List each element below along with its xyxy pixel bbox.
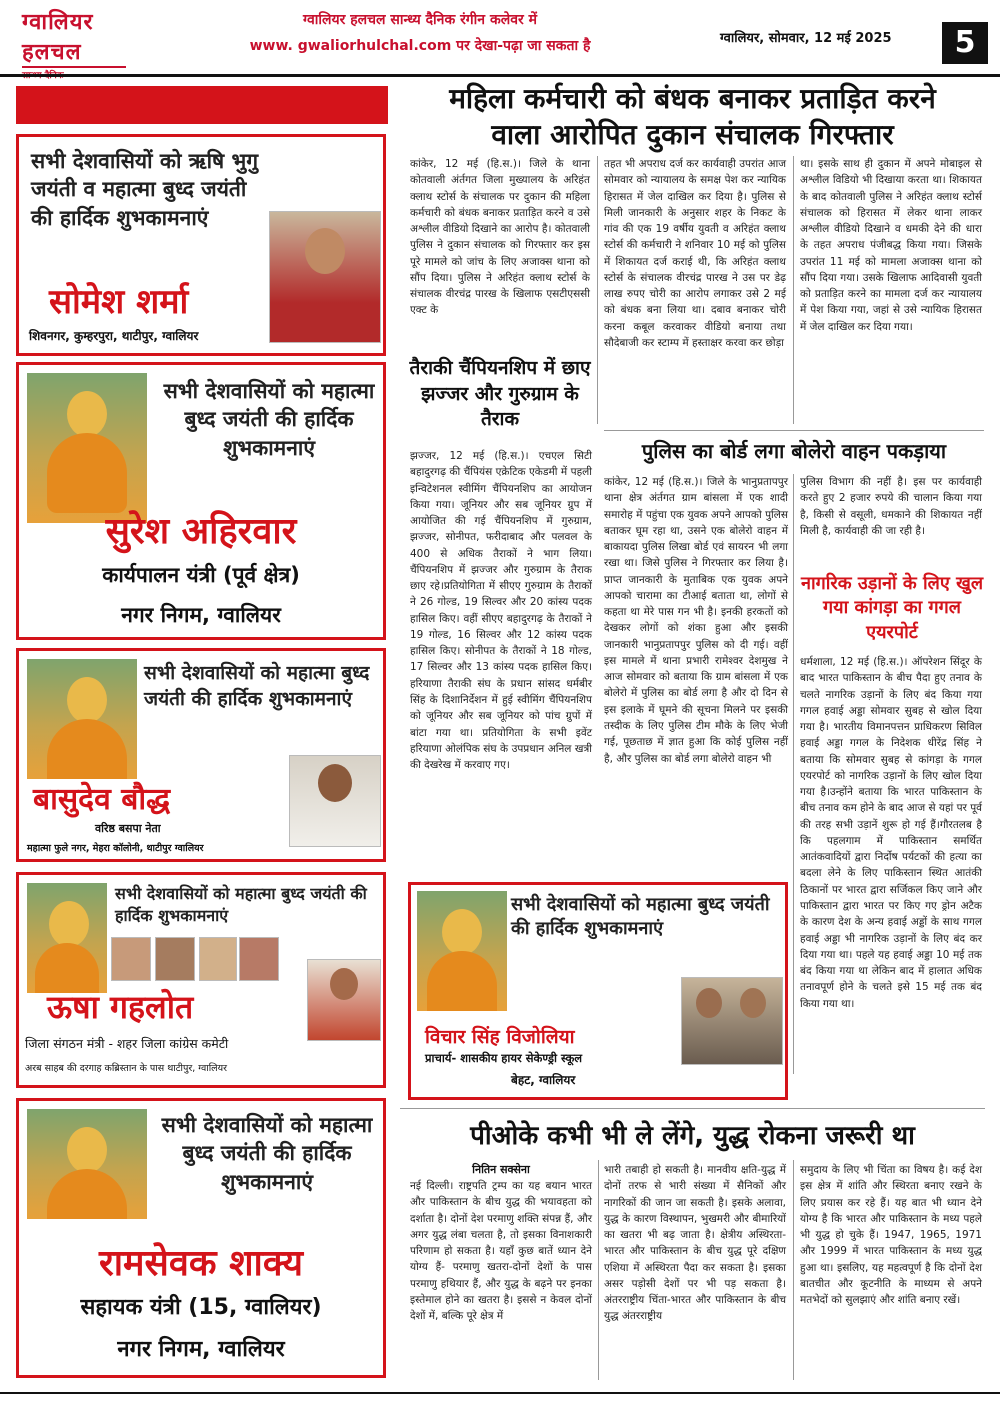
ad-designation: कार्यपालन यंत्री (पूर्व क्षेत्र) [102, 563, 300, 587]
article2-headline: तैराकी चैंपियनशिप में छाए झज्जर और गुरुग्राम के तैराक [409, 357, 591, 431]
ad-address: महात्मा फुले नगर, मेहरा कॉलोनी, थाटीपुर ग्वालियर [27, 843, 204, 854]
ad-title: सभी देशवासियों को ऋषि भुगु जयंती व महात्मा बुध्द जयंती की हार्दिक शुभकामनाएं [31, 149, 259, 230]
article1-col2: तहत भी अपराध दर्ज कर कार्यवाही उपरांत आज सोमवार को न्यायालय के समक्ष पेश कर न्यायिक हिरासत में जेल दाखिल कर दिया है। पुलिस से मिली जानकारी के अनुसार शहर के निकट के गांव की एक 19 वर्षीय युवती व अरिहंत क्लाथ स्टोर्स की कर्मचारी ने शनिवार 10 मई को पुलिस में शिकायत दर्ज कराई थी, कि अरिहंत क्लाथ स्टोर्स के संचालक वीरचंद्र पारख ने उस पर डेढ़ लाख रुपए चोरी का आरोप लगाकर उसे 2 मई को बंधक बना लिया था। दबाव बनाकर चोरी करना कबूल करवाकर वीडियो बनाया तथा सौदेबाजी कर स्टाम्प में हस्ताक्षर करवा कर छोड़ा [604, 158, 786, 349]
ad-basudev-baudh [16, 648, 386, 862]
article4-body: धर्मशाला, 12 मई (हि.स.)। ऑपरेशन सिंदूर के बाद भारत पाकिस्तान के बीच पैदा हुए तनाव के चलते नागरिक उड़ानों के लिए बंद किया गया गगल हवाई अड्डा सोमवार सुबह से खोल दिया गया है। भारतीय विमानपत्तन प्राधिकरण सिविल हवाई अड्डा गगल के निदेशक धीरेंद्र सिंह ने बताया कि सोमवार सुबह से कांगड़ा के गगल एयरपोर्ट को नागरिक उड़ानों के लिए खोल दिया गया है।उन्होंने बताया कि भारत पाकिस्तान के बीच तनाव कम होने के बाद आज से यहां पर पूर्व की तरह सभी उड़ानें शुरू हो गई हैं।गौरतलब है कि पहलगाम में पाकिस्तान समर्थित आतंकवादियों द्वारा निर्दोष पर्यटकों की हत्या का बदला लेने के लिए पाकिस्तान स्थित आतंकी ठिकानों पर भारत द्वारा सर्जिकल किए जाने और पाकिस्तान द्वारा भारत पर किए गए ड्रोन अटैक के कारण देश के अन्य हवाई अड्डों के साथ गगल हवाई अड्डा भी नागरिक उड़ानों के लिए बंद कर दिया गया था। पहले यह हवाई अड्डा 10 मई तक बंद किया गया था लेकिन बाद में हालात अधिक तनावपूर्ण होने के चलते इसे 15 मई तक बंद किया गया था। [800, 656, 983, 1010]
logo-line-2: हलचल [22, 39, 82, 65]
buddha-image [27, 659, 137, 779]
buddha-image [27, 373, 147, 523]
column-rule [793, 474, 794, 1074]
buddha-image [27, 883, 107, 993]
column-rule [598, 1160, 599, 1380]
buddha-image [417, 891, 507, 1011]
article5-headline: पीओके कभी भी ले लेंगे, युद्ध रोकना जरूरी था [470, 1121, 915, 1151]
logo-line-1: ग्वालियर [22, 9, 94, 35]
footer-rule [0, 1392, 1000, 1394]
ad-name: सुरेश अहिरवार [105, 511, 297, 552]
ad-designation: जिला संगठन मंत्री - शहर जिला कांग्रेस कमेटी [25, 1036, 229, 1051]
ad-name: बासुदेव बौद्ध [33, 782, 171, 817]
ad-title: सभी देशवासियों को महात्मा बुध्द जयंती की हार्दिक शुभकामनाएं [144, 662, 370, 710]
ad-somesh-sharma [16, 134, 386, 356]
ad-title: सभी देशवासियों को महात्मा बुध्द जयंती की हार्दिक शुभकामनाएं [511, 894, 770, 940]
ad-address: शिवनगर, कुम्हरपुरा, थाटीपुर, ग्वालियर [29, 329, 199, 343]
ad-address: अरब साहब की दरगाह कब्रिस्तान के पास थाटीपुर, ग्वालियर [25, 1063, 228, 1074]
ad-usha-gahlot [16, 872, 386, 1088]
ad-office: नगर निगम, ग्वालियर [117, 1337, 285, 1362]
article1-col3: था। इसके साथ ही दुकान में अपने मोबाइल से अश्लील विडियो भी दिखाया करता था। शिकायत के बाद कोतवाली पुलिस ने अरिहंत क्लाथ स्टोर्स संचालक को हिरासत में लेकर थाना लाकर अश्लील वीडियो दिखाने व धमकी देने की धारा के तहत अपराध पंजीबद्ध किया गया। जिसके उपरांत 11 मई को मामला अजाक्स थाना को सौंप दिया गया। उसके खिलाफ आदिवासी युवती को प्रताड़ित करने का मामला दर्ज कर न्यायालय में पेश किया गया, जहां से उसे न्यायिक हिरासत में जेल दाखिल कर दिया गया। [800, 158, 982, 333]
article4-headline: नागरिक उड़ानों के लिए खुल गया कांगड़ा का गगल एयरपोर्ट [800, 573, 984, 643]
article5-byline: नितिन सक्सेना [472, 1163, 530, 1176]
ad-name: सोमेश शर्मा [49, 282, 189, 322]
promo-line-1: ग्वालियर हलचल सान्ध्य दैनिक रंगीन कलेवर में [303, 12, 537, 28]
ad-suresh-ahirwar [16, 362, 386, 640]
ad-designation: प्राचार्य- शासकीय हायर सेकेण्ड्री स्कूल [425, 1051, 583, 1065]
ad-name: रामसेवक शाक्य [98, 1243, 304, 1284]
article5-col3: समुदाय के लिए भी चिंता का विषय है। कई देश इस क्षेत्र में शांति और स्थिरता बनाए रखने के लिए प्रयास कर रहे हैं। यह बात भी ध्यान देने योग्य है कि भारत और पाकिस्तान के मध्य पहले भी युद्ध हो चुके हैं। 1947, 1965, 1971 और 1999 में भारत पाकिस्तान के मध्य युद्ध हुआ था। इसलिए, यह महत्वपूर्ण है कि दोनों देश बातचीत और कूटनीति के माध्यम से अपने मतभेदों को सुलझाएं और शांति बनाए रखें। [800, 1164, 982, 1307]
ad-photo [307, 959, 381, 1041]
article3-headline: पुलिस का बोर्ड लगा बोलेरो वाहन पकड़ाया [641, 439, 947, 463]
ad-photo [269, 211, 381, 343]
column-rule [793, 156, 794, 424]
ad-title: सभी देशवासियों को महात्मा बुध्द जयंती की हार्दिक शुभकामनाएं [163, 379, 375, 460]
ad-office: बेहट, ग्वालियर [511, 1073, 576, 1087]
article3-col2: पुलिस विभाग की नहीं है। इस पर कार्यवाही करते हुए 2 हजार रुपये की चालान किया गया है, किसी से वसूली, धमकाने की शिकायत नहीं मिली है, कार्यवाही की जा रही है। [800, 476, 982, 537]
edition-date: ग्वालियर, सोमवार, 12 मई 2025 [720, 31, 892, 46]
ad-ramsevak-shakya [16, 1098, 386, 1378]
ad-photo [289, 755, 381, 847]
article1-col1: कांकेर, 12 मई (हि.स.)। जिले के थाना कोतवाली अंर्तगत जिला मुख्यालय के अरिहंत क्लाथ स्टोर्स के संचालक पर दुकान की महिला कर्मचारी को बंधक बनाकर प्रताड़ित करने व उसे अश्लील वीडियो दिखाने का आरोप है। कोतवाली पुलिस ने दुकान संचालक को गिरफ्तार कर इस पूरे मामले को जांच के लिए अजाक्स थाना को सौंप दिया। पुलिस ने अरिहंत क्लाथ स्टोर्स के संचालक वीरचंद्र पारख के खिलाफ एसटीएससी एक्ट के [410, 158, 590, 317]
red-banner [16, 86, 388, 124]
section-rule [604, 430, 984, 431]
leaders-photos [111, 937, 279, 981]
header-rule [0, 74, 1000, 77]
article5-col1: नई दिल्ली। राष्ट्रपति ट्रम्प का यह बयान भारत और पाकिस्तान के बीच युद्ध की भयावहता को दर्शाता है। दोनों देश परमाणु शक्ति संपन्न हैं, और अगर युद्ध लंबा चलता है, तो इसका विनाशकारी परिणाम हो सकता है। यहाँ कुछ बातें ध्यान देने योग्य हैं- परमाणु खतरा-दोनों देशों के पास परमाणु हथियार हैं, और युद्ध के बढ़ने पर इनका इस्तेमाल होने का खतरा है। इससे न केवल दोनों देशों में, बल्कि पूरे क्षेत्र में [410, 1180, 592, 1323]
column-rule [793, 1160, 794, 1380]
masthead [0, 0, 1000, 72]
ad-vichar-singh-vijoliya [408, 882, 788, 1100]
article1-headline-line2: वाला आरोपित दुकान संचालक गिरफ्तार [491, 118, 894, 151]
promo-line-2: www. gwaliorhulchal.com पर देखा-पढ़ा जा सकता है [249, 38, 591, 54]
column-rule [597, 156, 598, 424]
ad-designation: सहायक यंत्री (15, ग्वालियर) [80, 1295, 322, 1320]
article2-body: झज्जर, 12 मई (हि.स.)। एचएल सिटी बहादुरगढ़ की चैंपियंस एक्रेटिक एकेडमी में पहली इन्विटेशनल स्वीमिंग चैंपियनशिप का आयोजन किया गया। जूनियर और सब जूनियर ग्रुप में आयोजित की गई चैंपियनशिप में गुरुग्राम, झज्जर, सोनीपत, फरीदाबाद और पलवल के 400 से अधिक तैराकों ने भाग लिया। चैंपियनशिप में झज्जर और गुरुग्राम के तैराक छाए रहे।प्रतियोगिता में सीएए गुरुग्राम के तैराकों ने 26 गोल्ड, 19 सिल्वर और 20 कांस्य पदक हासिल किए। वहीं सीएए बहादुरगढ़ के तैराकों ने 19 गोल्ड, 16 सिल्वर और 12 कांस्य पदक हासिल किए। सोनीपत के तैराकों ने 18 गोल्ड, 17 सिल्वर और 13 कांस्य पदक हासिल किए। हरियाणा तैराकी संघ के प्रधान सांसद धर्मबीर सिंह के दिशानिर्देशन में हुई स्वीमिंग चैंपियनशिप को जूनियर और सब जूनियर को पांच ग्रुपों में बांटा गया था। प्रतियोगिता के सभी इवेंट हरियाणा ओलंपिक संघ के उपप्रधान अनिल खत्री की देखरेख में करवाए गए। [410, 450, 592, 772]
page-number: 5 [942, 22, 988, 64]
ad-name: विचार सिंह विजोलिया [425, 1026, 575, 1048]
ad-title: सभी देशवासियों को महात्मा बुध्द जयंती की हार्दिक शुभकामनाएं [115, 884, 367, 925]
buddha-image [27, 1109, 147, 1219]
article1-headline-line1: महिला कर्मचारी को बंधक बनाकर प्रताड़ित करने [449, 82, 936, 115]
ad-office: नगर निगम, ग्वालियर [121, 603, 281, 627]
ad-photo [681, 977, 783, 1065]
article5-col2: भारी तबाही हो सकती है। मानवीय क्षति-युद्ध में दोनों तरफ से भारी संख्या में सैनिकों और नागरिकों की जान जा सकती है। इसके अलावा, युद्ध के कारण विस्थापन, भुखमरी और बीमारियों का खतरा भी बढ़ जाता है। क्षेत्रीय अस्थिरता-भारत और पाकिस्तान के बीच युद्ध पूरे दक्षिण एशिया में अस्थिरता पैदा कर सकता है। इसका असर पड़ोसी देशों पर भी पड़ सकता है।अंतरराष्ट्रीय चिंता-भारत और पाकिस्तान के बीच युद्ध अंतरराष्ट्रीय [604, 1164, 786, 1323]
ad-name: ऊषा गहलोत [47, 988, 194, 1026]
section-rule [400, 1108, 985, 1109]
article3-col1: कांकेर, 12 मई (हि.स.)। जिले के भानुप्रतापपुर थाना क्षेत्र अंर्तगत ग्राम बांसला में एक शादी समारोह में पहुंचा एक युवक अपने आपको पुलिस बताकर घूम रहा था, उसने एक बोलेरो वाहन में बाकायदा पुलिस लिखा बोर्ड एवं सायरन भी लगा रखा था। जिसे पुलिस ने गिरफ्तार कर लिया है। प्राप्त जानकारी के मुताबिक एक युवक अपने आपको चारामा का टीआई बताता था, लोगों से कहता था मेरे पास गन भी है। इनकी हरकतों को देखकर लोगों को शंका हुआ और इसकी जानकारी भानुप्रतापपुर पुलिस को दी गई। वहीं इस मामले में थाना प्रभारी रामेश्वर देशमुख ने आज सोमवार को बताया कि ग्राम बांसला में एक बोलेरो में पुलिस का बोर्ड लगा है और दो दिन से इस इलाके में घूमने की सूचना मिलने पर इसकी तस्दीक के लिए पुलिस टीम मौके के लिए भेजी गई, पूछताछ में ज्ञात हुआ कि कोई पुलिस नहीं है, और पुलिस का बोर्ड लगा बोलेरो वाहन भी [604, 476, 788, 765]
ad-designation: वरिष्ठ बसपा नेता [95, 822, 161, 835]
ad-title: सभी देशवासियों को महात्मा बुध्द जयंती की हार्दिक शुभकामनाएं [161, 1113, 373, 1194]
